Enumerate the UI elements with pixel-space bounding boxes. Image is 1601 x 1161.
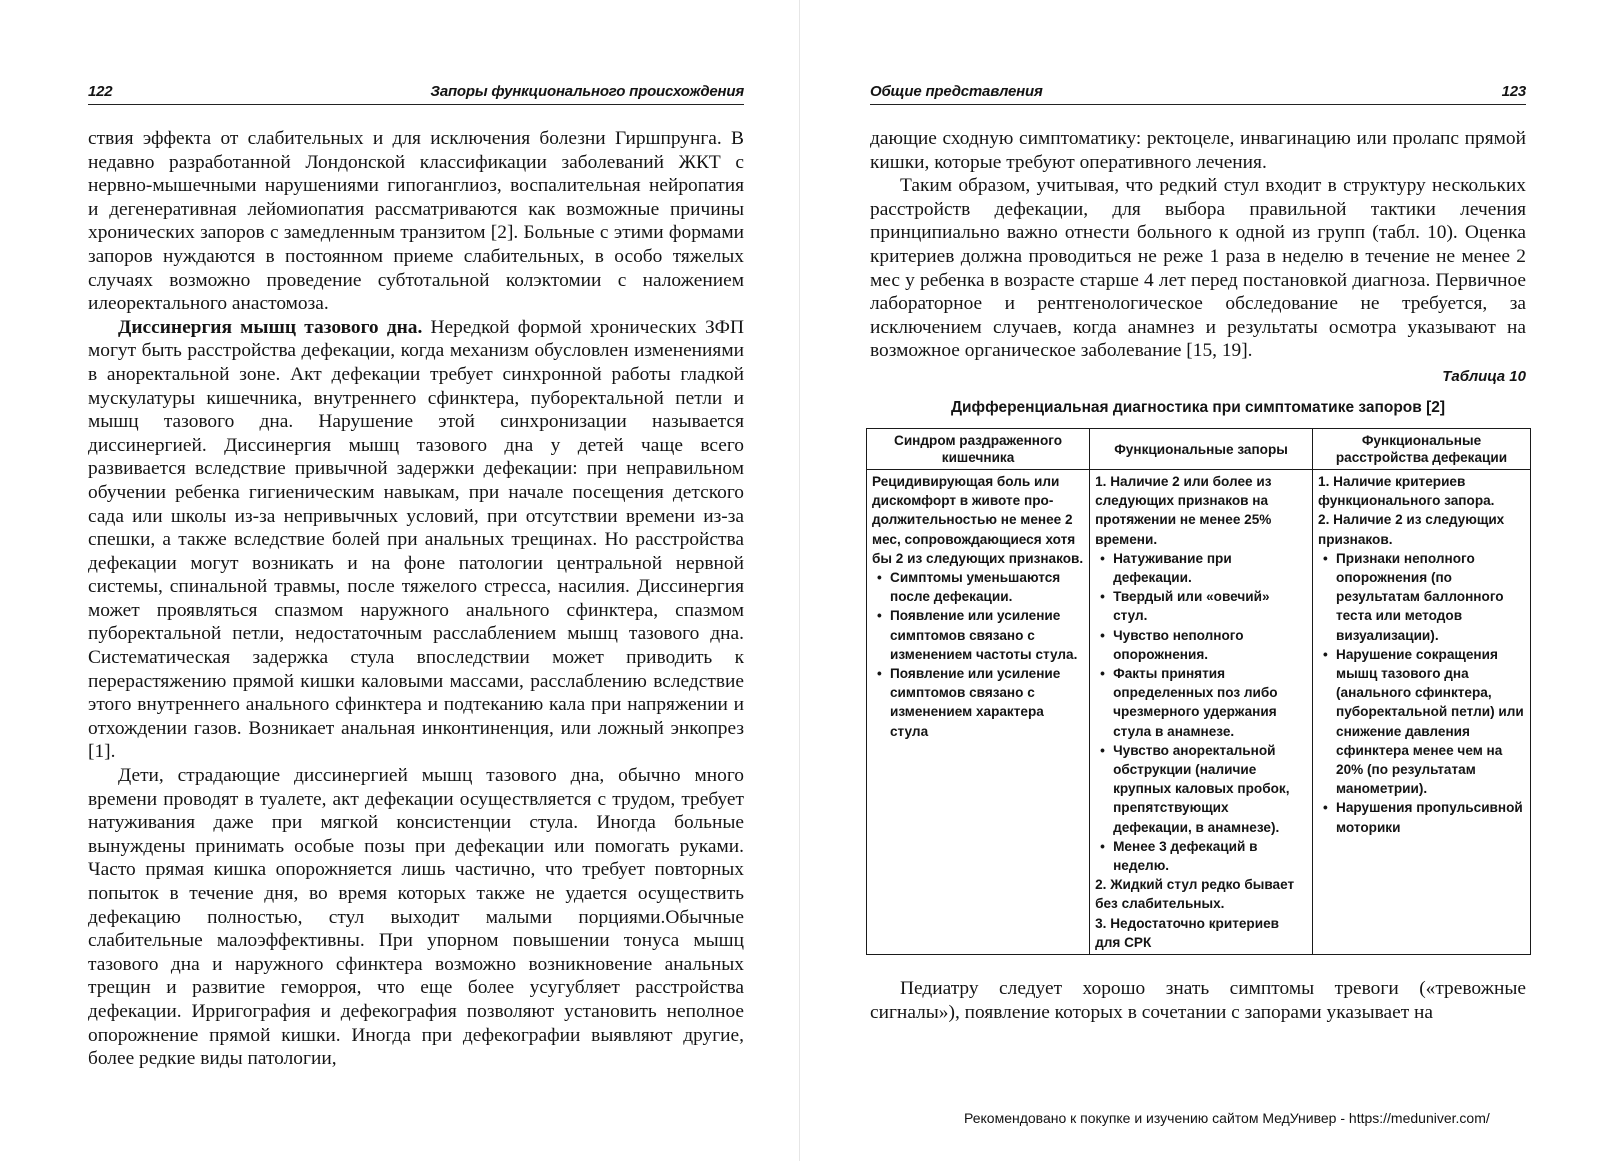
list-item: • Появление или усиление симптомов связано с изменением частоты стула. bbox=[890, 606, 1084, 664]
paragraph: Таким образом, учитывая, что редкий стул входит в структуру нескольких расстройств дефекации, для выбора правильной тактики лечения принципиально важно отнести больного к одной из групп (табл. 10). Оценка критериев должна проводиться не реже 1 раза в неделю в течение не менее 2 мес у ребенка в возрасте старше 4 лет перед постановкой диагноза. Первичное лабораторное и рентгенологическое обследование не требуется, за исключением случаев, когда анамнез и результаты осмотра указывают на возможное органическое заболевание [15, 19]. bbox=[870, 175, 1526, 362]
table-header: Функциональные запоры bbox=[1090, 429, 1313, 470]
footer-note: Рекомендовано к покупке и изучению сайтом МедУнивер - https://meduniver.com/ bbox=[964, 1110, 1490, 1126]
left-body-text bbox=[88, 127, 744, 1071]
section-heading: Диссинергия мышц тазового дна. bbox=[118, 316, 423, 338]
table-cell: 1. Наличие 2 или более из следующих признаков на протяжении не менее 25% времени. • Натуживание при дефекации. • Твердый или «овечий» стул. • Чувство неполного опорожнения. • Факты принятия определенных поз либо чрезмерного удержания стула в анамнезе. • Чувство аноректальной обструкции (наличие крупных каловых пробок, препятствующих дефекации, в анамнезе). • Менее 3 дефекаций в неделю. 2. Жидкий стул редко бывает без слабительных. 3. Недостаточно критериев для СРК bbox=[1090, 470, 1313, 955]
paragraph: дающие сходную симптоматику: ректоцеле, инвагинацию или пролапс прямой кишки, которые требуют оперативного лечения. bbox=[870, 128, 1526, 173]
bullet-list bbox=[1318, 549, 1525, 837]
paragraph: Педиатру следует хорошо знать симптомы тревоги («тревожные сигналы»), появление которых в сочетании с запорами указывает на bbox=[870, 978, 1526, 1023]
right-body-text-bottom bbox=[870, 977, 1526, 1024]
table-header: Функциональные расстройства дефекации bbox=[1313, 429, 1531, 470]
list-item: • Признаки неполного опорожнения (по результатам баллонного теста или методов визуализации). bbox=[1336, 549, 1525, 645]
left-page bbox=[0, 0, 800, 1161]
running-title: Запоры функционального происхождения bbox=[430, 83, 744, 100]
list-item: • Твердый или «овечий» стул. bbox=[1113, 587, 1307, 625]
list-item: • Нарушения пропульсивной моторики bbox=[1336, 798, 1525, 836]
table-label: Таблица 10 bbox=[1442, 368, 1526, 385]
list-item: • Менее 3 дефекаций в неделю. bbox=[1113, 837, 1307, 875]
list-item: • Нарушение сокращения мышц тазового дна (анального сфинктера, пуборектальной петли) или снижение давления сфинктера менее чем на 20% (по результатам манометрии). bbox=[1336, 645, 1525, 799]
list-item: • Чувство аноректальной обструкции (наличие крупных каловых пробок, препятствующих дефекации, в анамнезе). bbox=[1113, 741, 1307, 837]
list-item: • Чувство неполного опорожнения. bbox=[1113, 626, 1307, 664]
table-header: Синдром раздраженного кишечника bbox=[867, 429, 1090, 470]
running-title: Общие представления bbox=[870, 83, 1043, 100]
paragraph: Дети, страдающие диссинергией мышц тазового дна, обычно много времени проводят в туалете, акт дефекации осуществляется с трудом, требует натуживания даже при мягкой консистенции стула. Иногда больные вынуждены принимать особые позы при дефекации или помогать руками. Часто прямая кишка опорожняется лишь частично, что требует повторных попыток в течение дня, во время которых также не удается осуществить дефекацию полностью, стул выходит малыми порциями.Обычные слабительные малоэффективны. При упорном повышении тонуса мышц тазового дна и наружного сфинктера возможно возникновение анальных трещин и развитие геморроя, что еще более усугубляет расстройства дефекации. Ирригография и дефекография позволяют установить неполное опорожнение прямой кишки. Иногда при дефекографии выявляют другие, более редкие виды патологии, bbox=[88, 765, 744, 1070]
list-item: • Факты принятия определенных поз либо чрезмерного удержания стула в анамнезе. bbox=[1113, 664, 1307, 741]
page-number: 123 bbox=[1501, 83, 1526, 100]
bullet-list bbox=[872, 568, 1084, 741]
diagnosis-table bbox=[866, 428, 1531, 955]
paragraph: ствия эффекта от слабительных и для исключения болезни Гиршпрунга. В недавно разработанной Лондонской классификации заболеваний ЖКТ с нервно-мышечными нарушениями гипоганглиоз, воспалительная нейропатия и дегенеративная лейомиопатия рассматриваются как возможные причины хронических запоров с замедленным транзитом [2]. Больные с этими формами запоров нуждаются в постоянном приеме слабительных, в особо тяжелых случаях возможно проведение субтотальной колэктомии с наложением илеоректального анастомоза. bbox=[88, 128, 744, 315]
list-item: • Симптомы уменьшаются после дефекации. bbox=[890, 568, 1084, 606]
right-body-text bbox=[870, 127, 1526, 363]
list-item: • Натуживание при дефекации. bbox=[1113, 549, 1307, 587]
table-row bbox=[867, 470, 1531, 955]
table-cell: 1. Наличие критериев функционального запора. 2. Наличие 2 из следующих признаков. • Признаки неполного опорожнения (по результатам баллонного теста или методов визуализации). • Нарушение сокращения мышц тазового дна (анального сфинктера, пуборектальной петли) или снижение давления сфинктера менее чем на 20% (по результатам манометрии). • Нарушения пропульсивной моторики bbox=[1313, 470, 1531, 955]
right-page bbox=[800, 0, 1601, 1161]
page-number: 122 bbox=[88, 83, 113, 100]
bullet-list bbox=[1095, 549, 1307, 875]
table-title: Дифференциальная диагностика при симптоматике запоров [2] bbox=[950, 399, 1446, 416]
right-running-head bbox=[870, 78, 1526, 105]
list-item: • Появление или усиление симптомов связано с изменением характера стула bbox=[890, 664, 1084, 741]
paragraph: Диссинергия мышц тазового дна. Нередкой формой хронических ЗФП могут быть расстройства дефекации, когда механизм обусловлен изменениями в аноректальной зоне. Акт дефекации требует синхронной работы гладкой мускулатуры кишечника, внутреннего сфинктера, пуборектальной петли и мышц тазового дна. Нарушение этой синхронизации называется диссинергией. Диссинергия мышц тазового дна у детей чаще всего развивается вследствие привычной задержки дефекации: при неправильном обучении ребенка гигиеническим навыкам, при начале посещения детского сада или школы из-за непривычных условий, при отсутствии времени из-за спешки, а также вследствие болей при анальных трещинах. Но расстройства дефекации могут возникать и на фоне патологии центральной нервной системы, спинальной травмы, после тяжелого стресса, насилия. Диссинергия может проявляться спазмом наружного анального сфинктера, спазмом пуборектальной петли, недостаточным расслаблением мышц тазового дна. Систематическая задержка стула впоследствии может приводить к перерастяжению прямой кишки каловыми массами, расслаблению вследствие этого внутреннего анального сфинктера и подтеканию кала при напряжении и отхождении газов. Возникает анальная инконтиненция, или ложный энкопрез [1]. bbox=[88, 316, 744, 763]
left-running-head bbox=[88, 78, 744, 105]
table-cell: Рецидивирующая боль или дискомфорт в животе продолжительностью не менее 2 мес, сопровождающиеся хотя бы 2 из следующих признаков. • Симптомы уменьшаются после дефекации. • Появление или усиление симптомов связано с изменением частоты стула. • Появление или усиление симптомов связано с изменением характера стула bbox=[867, 470, 1090, 955]
